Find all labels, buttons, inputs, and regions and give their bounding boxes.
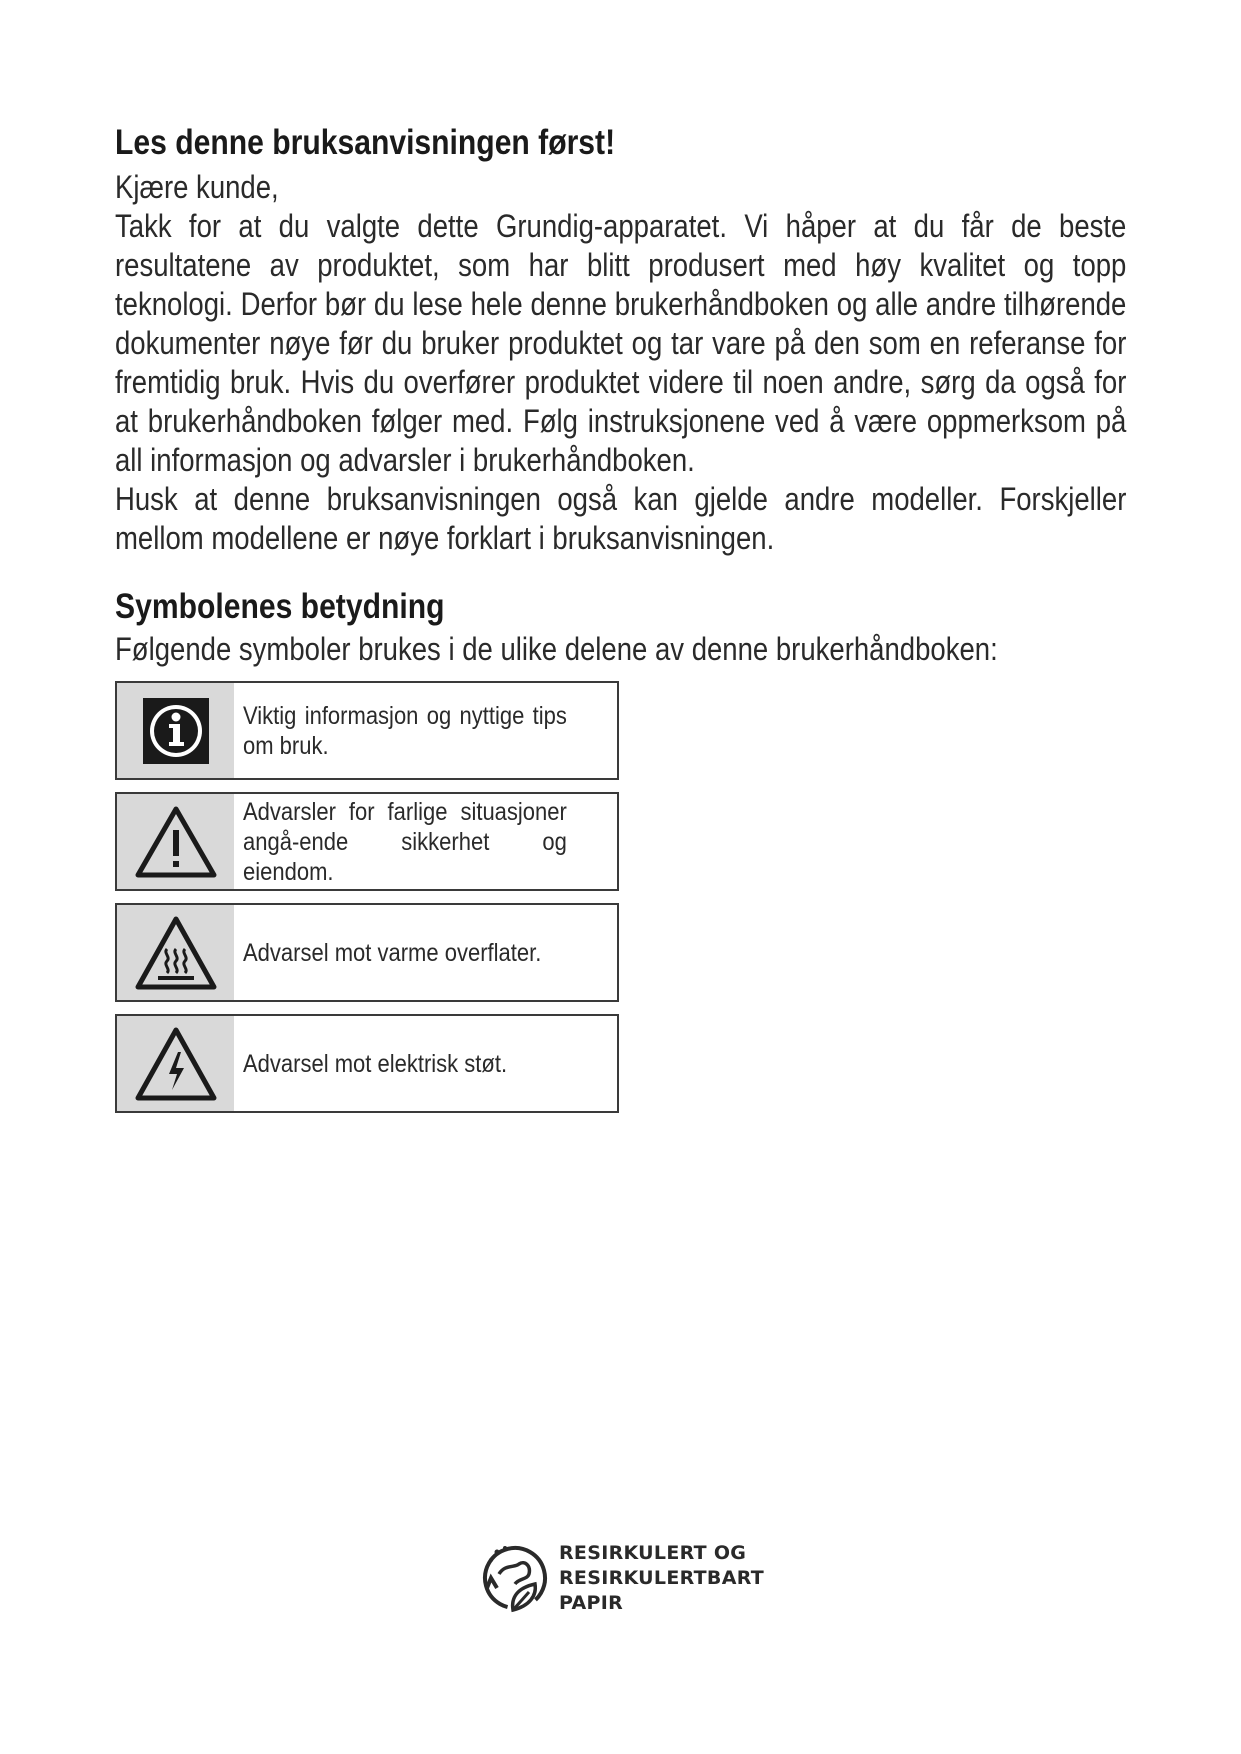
symbols-intro: Følgende symboler brukes i de ulike delene av denne brukerhåndboken: xyxy=(115,631,998,667)
symbol-description: Viktig informasjon og nyttige tips om bruk. xyxy=(243,701,567,760)
symbol-row-electric-shock xyxy=(115,1014,619,1113)
symbol-description: Advarsler for farlige situasjoner angå-ende sikkerhet og eiendom. xyxy=(243,797,567,886)
recycled-paper-label: RESIRKULERT OG RESIRKULERTBART PAPIR xyxy=(559,1541,765,1614)
symbol-row-hot-surface xyxy=(115,903,619,1002)
intro-paragraph: Takk for at du valgte dette Grundig-apparatet. Vi håper at du får de beste resultatene av produktet, som har blitt produsert med høy kvalitet og topp teknologi. Derfor bør du lese hele denne brukerhåndboken og alle andre tilhørende dokumenter nøye før du bruker produktet og tar vare på den som en referanse for fremtidig bruk. Hvis du overfører produktet videre til noen andre, sørg da også for at brukerhåndboken følger med. Følg instruksjonene ved å være oppmerksom på all informasjon og advarsler i brukerhåndboken. xyxy=(115,208,1127,478)
models-note-paragraph: Husk at denne bruksanvisningen også kan gjelde andre modeller. Forskjeller mellom modellene er nøye forklart i bruksanvisningen. xyxy=(115,481,1127,556)
symbol-description: Advarsel mot elektrisk støt. xyxy=(243,1049,508,1078)
manual-page xyxy=(115,122,1127,1125)
info-icon xyxy=(117,683,234,778)
warning-icon xyxy=(117,794,234,889)
recycled-paper-badge xyxy=(477,1538,764,1618)
recycled-paper-icon xyxy=(477,1538,553,1618)
symbol-row-warning xyxy=(115,792,619,891)
hot-surface-icon xyxy=(117,905,234,1000)
page-title: Les denne bruksanvisningen først! xyxy=(115,123,616,162)
symbol-description: Advarsel mot varme overflater. xyxy=(243,938,542,967)
electric-shock-icon xyxy=(117,1016,234,1111)
symbols-heading: Symbolenes betydning xyxy=(115,587,445,626)
symbol-row-info xyxy=(115,681,619,780)
symbols-table xyxy=(115,681,619,1113)
greeting: Kjære kunde, xyxy=(115,169,279,205)
